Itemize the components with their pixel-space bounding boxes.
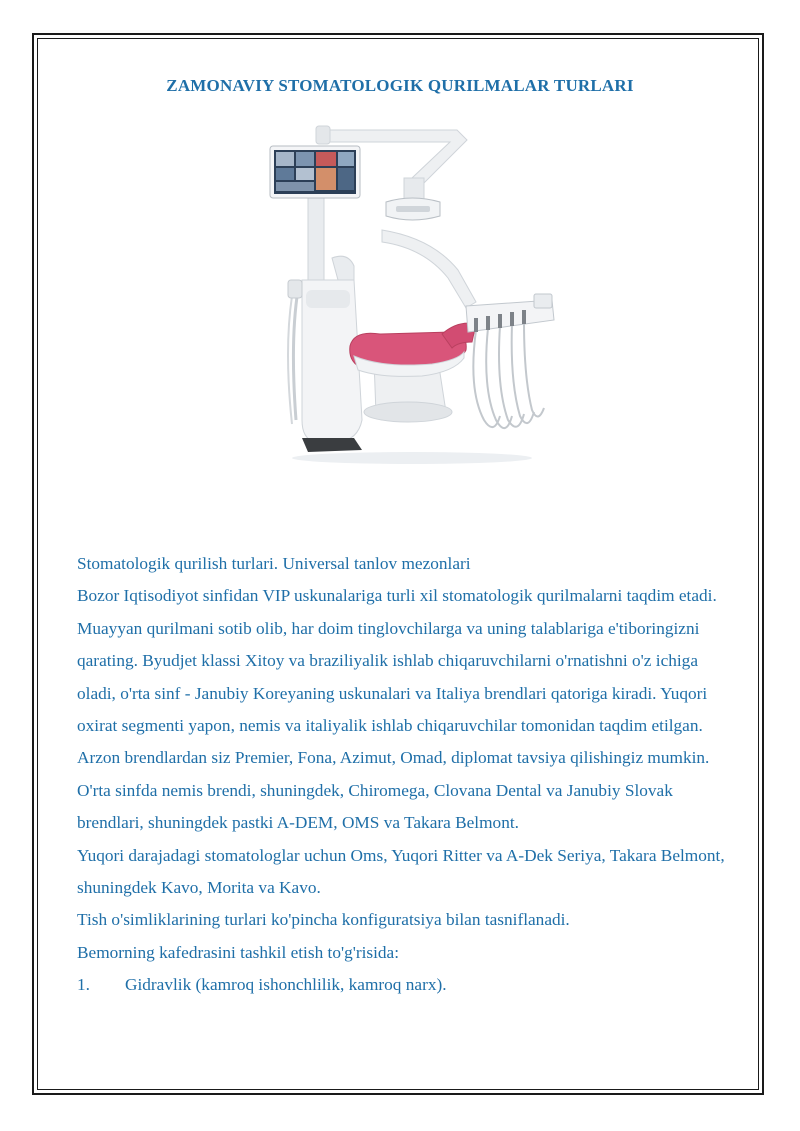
list-text: Gidravlik (kamroq ishonchlilik, kamroq narx). xyxy=(125,975,447,995)
document-title: ZAMONAVIY STOMATOLOGIK QURILMALAR TURLARI xyxy=(166,76,634,95)
section-heading: Stomatologik qurilish turlari. Universal tanlov mezonlari xyxy=(77,554,471,573)
list-number: 1. xyxy=(77,975,90,995)
paragraph: Tish o'simliklarining turlari ko'pincha konfiguratsiya bilan tasniflanadi. xyxy=(77,910,570,930)
paragraph: Arzon brendlardan siz Premier, Fona, Azimut, Omad, diplomat tavsiya qilishingiz mumkin. O'rta sinfda nemis brendi, shuningdek, Chiromega, Clovana Dental va Janubiy Slovak brendlari, shuningdek pastki A-DEM, OMS va Takara Belmont. xyxy=(77,748,710,833)
list-item xyxy=(77,969,727,1001)
paragraph: Bemorning kafedrasini tashkil etish to'g'risida: xyxy=(77,942,400,962)
paragraph: Yuqori darajadagi stomatologlar uchun Oms, Yuqori Ritter va A-Dek Seriya, Takara Belmont, shuningdek Kavo, Morita va Kavo. xyxy=(77,845,725,898)
paragraph: Bozor Iqtisodiyot sinfidan VIP uskunalariga turli xil stomatologik qurilmalarni taqdim etadi. Muayyan qurilmani sotib olib, har doim tinglovchilarga va uning talablariga e'tiboringizni qarating. Byudjet klassi Xitoy va braziliyalik ishlab chiqaruvchilarni o'rnatishni o'z ichiga oladi, o'rta sinf - Janubiy Koreyaning uskunalari va Italiya brendlari qatoriga kiradi. Yuqori oxirat segmenti yapon, nemis va italiyalik ishlab chiqaruvchilar tomonidan taqdim etilgan. xyxy=(77,586,717,736)
body-text xyxy=(77,548,727,1002)
dental-unit-image xyxy=(262,120,562,470)
